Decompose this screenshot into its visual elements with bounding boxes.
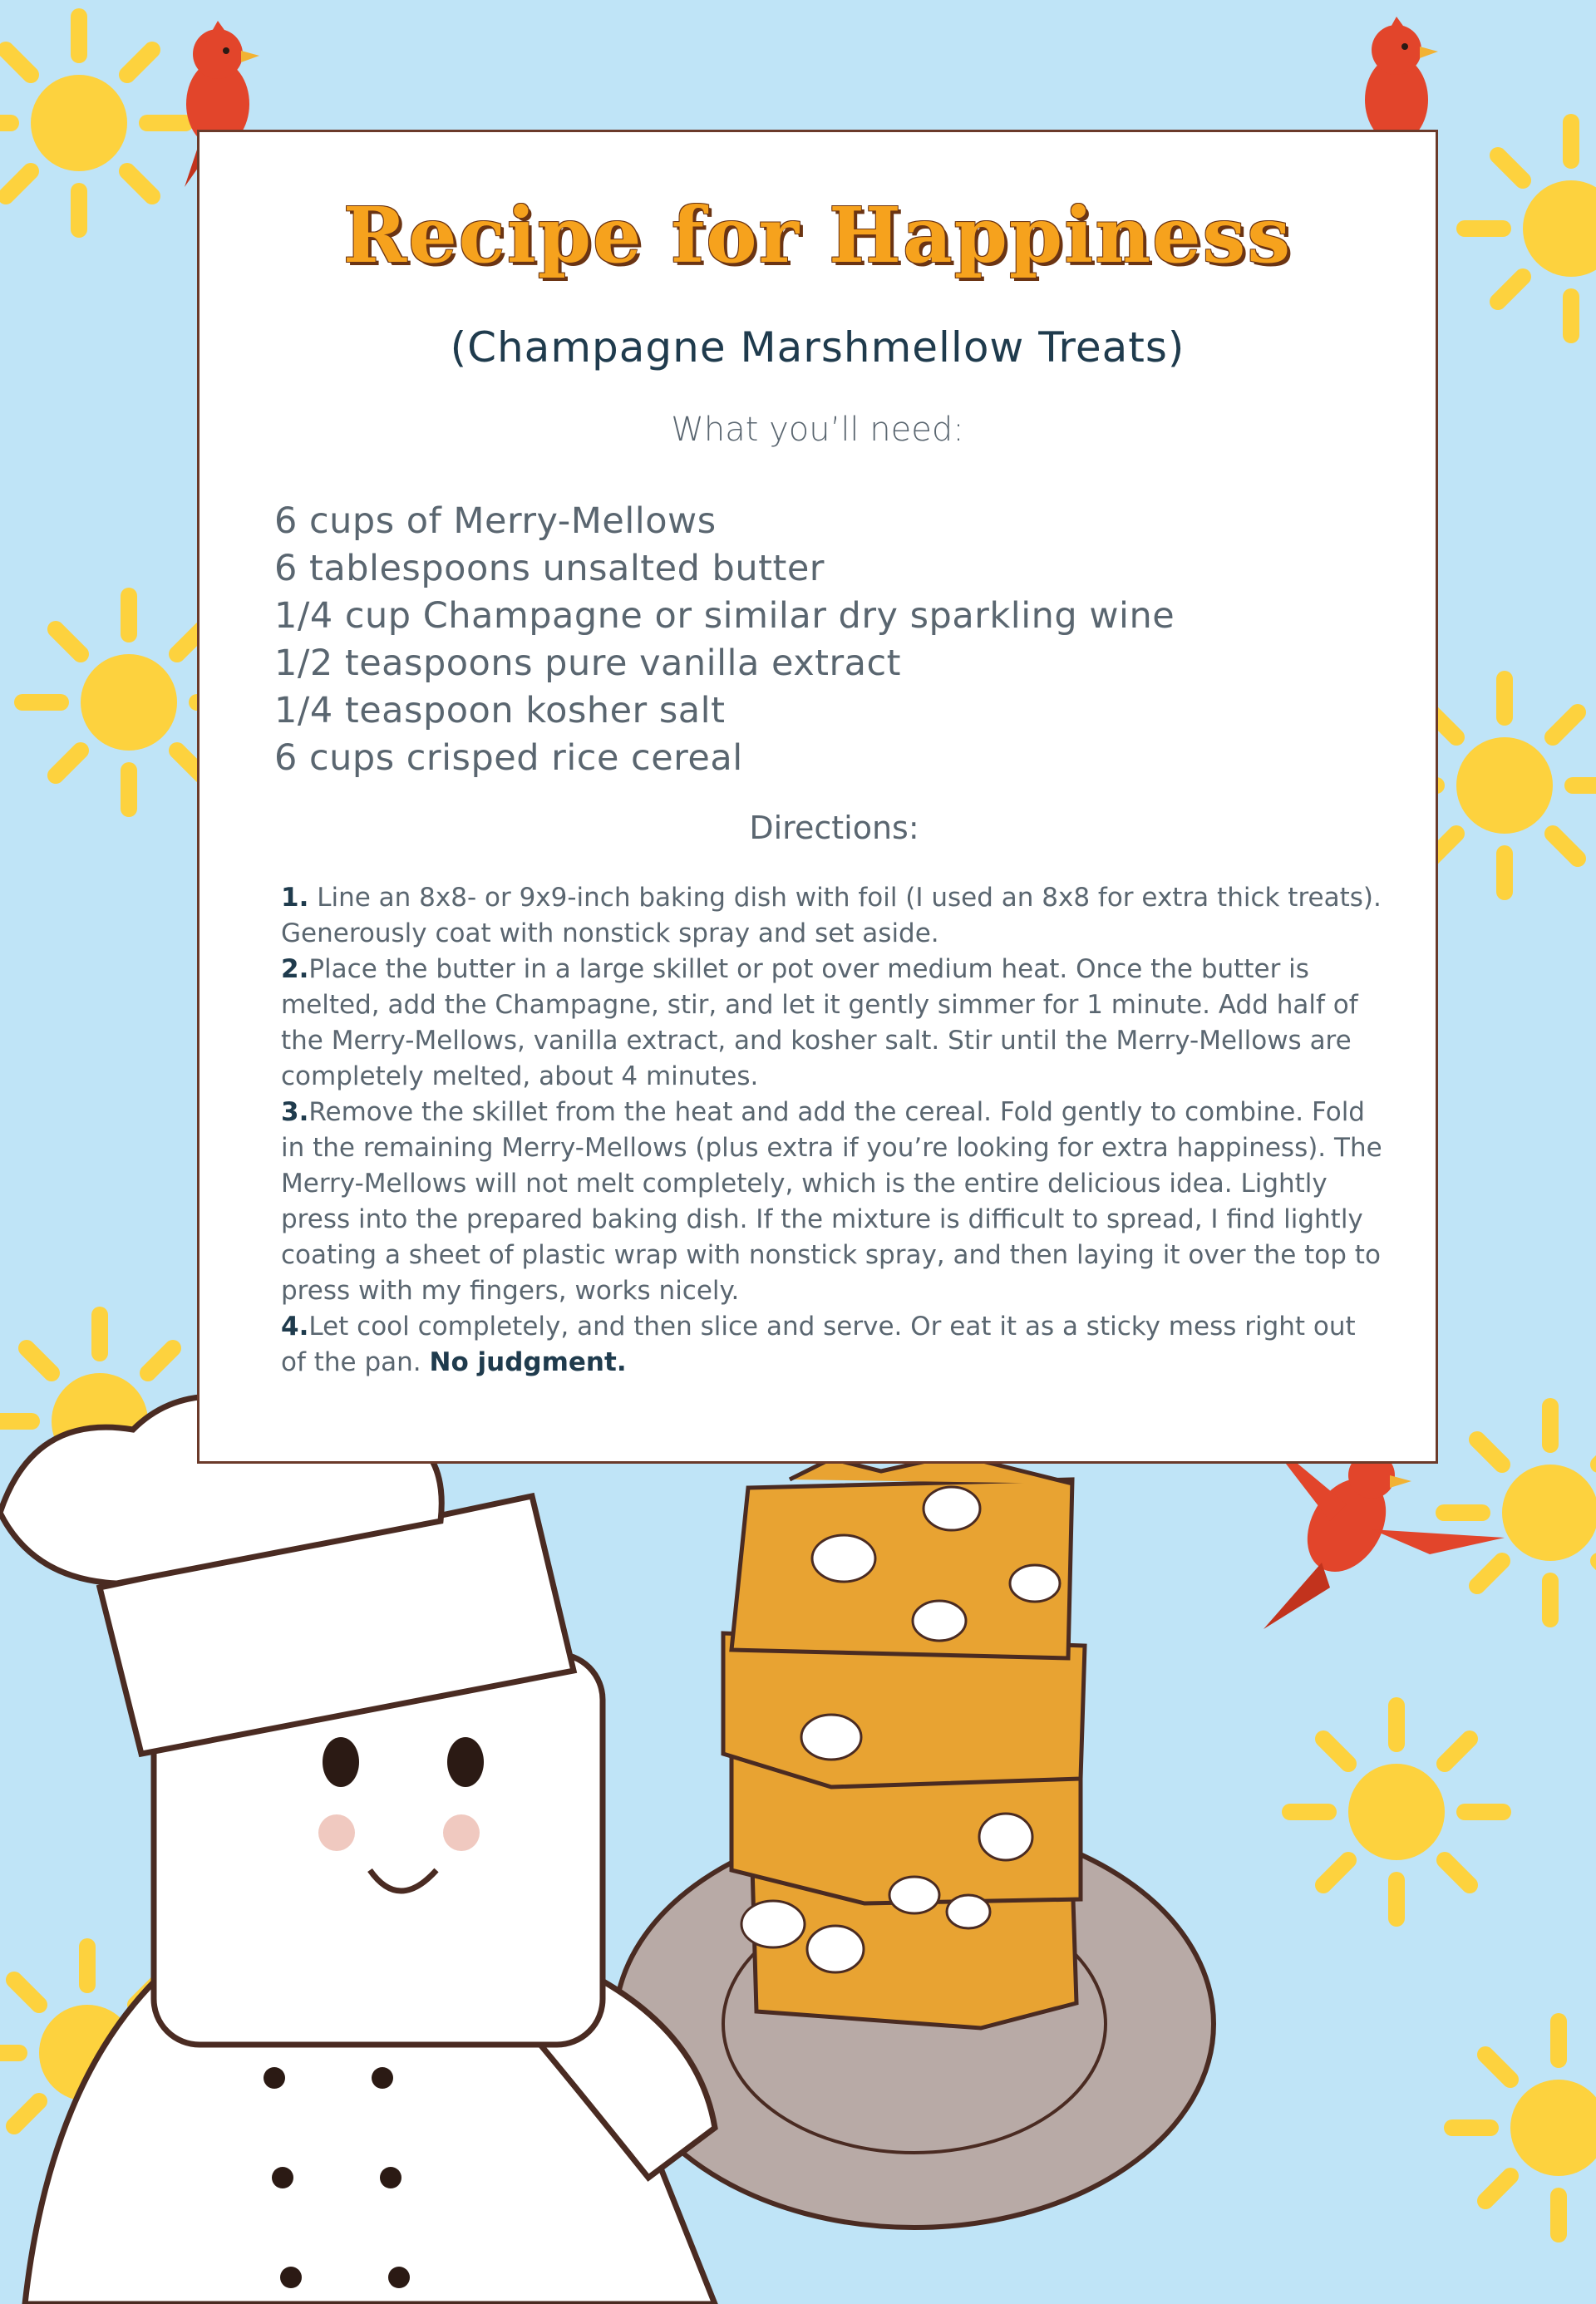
- directions-list: [281, 880, 1387, 1381]
- direction-step: [281, 1095, 1387, 1309]
- recipe-card: [197, 130, 1438, 1464]
- step-emphasis: No judgment.: [429, 1347, 627, 1377]
- page-title: Recipe for Happiness: [342, 190, 1293, 280]
- list-item: 6 cups of Merry-Mellows: [274, 500, 717, 542]
- list-item: 6 tablespoons unsalted butter: [274, 548, 825, 589]
- list-item: 1/2 teaspoons pure vanilla extract: [274, 642, 902, 684]
- sun-icon: [1452, 2021, 1596, 2234]
- directions-heading: Directions:: [749, 810, 919, 846]
- recipe-subtitle: (Champagne Marshmellow Treats): [450, 323, 1185, 372]
- list-item: 1/4 cup Champagne or similar dry sparkling wine: [274, 595, 1175, 637]
- sun-icon: [1444, 1406, 1596, 1619]
- list-item: 6 cups crisped rice cereal: [274, 737, 743, 779]
- step-text: Line an 8x8- or 9x9-inch baking dish with foil (I used an 8x8 for extra thick treats). Generously coat with nonstick spray and set aside.: [281, 883, 1382, 948]
- step-number: 4.: [281, 1312, 309, 1342]
- marshmallow-chef: [0, 1392, 715, 2304]
- step-text: Place the butter in a large skillet or pot over medium heat. Once the butter is melted, add the Champagne, stir, and let it gently simmer for 1 minute. Add half of the Merry-Mellows, vanilla extract, and kosher salt. Stir until the Merry-Mellows are completely melted, about 4 minutes.: [281, 954, 1358, 1091]
- sun-icon: [1290, 1706, 1503, 1918]
- ingredients-list: [274, 498, 1175, 782]
- ingredients-heading: What you’ll need:: [671, 411, 964, 449]
- list-item: 1/4 teaspoon kosher salt: [274, 690, 726, 731]
- step-number: 2.: [281, 954, 309, 984]
- sun-icon: [0, 17, 185, 229]
- step-number: 1.: [281, 883, 309, 913]
- cereal-treat-stack: [723, 1455, 1085, 2028]
- step-text: Remove the skillet from the heat and add the cereal. Fold gently to combine. Fold in the remaining Merry-Mellows (plus extra if you’re looking for extra happiness). The Merry-Mellows will not melt completely, which is the entire delicious idea. Lightly press into the prepared baking dish. If the mixture is difficult to spread, I find lightly coating a sheet of plastic wrap with nonstick spray, and then laying it over the top to press with my fingers, works nicely.: [281, 1097, 1382, 1306]
- direction-step: [281, 952, 1387, 1095]
- direction-step: [281, 880, 1387, 952]
- sun-icon: [1465, 122, 1596, 335]
- step-text: Let cool completely, and then slice and serve. Or eat it as a sticky mess right out of the pan.: [281, 1312, 1356, 1377]
- direction-step: [281, 1309, 1387, 1381]
- step-number: 3.: [281, 1097, 309, 1127]
